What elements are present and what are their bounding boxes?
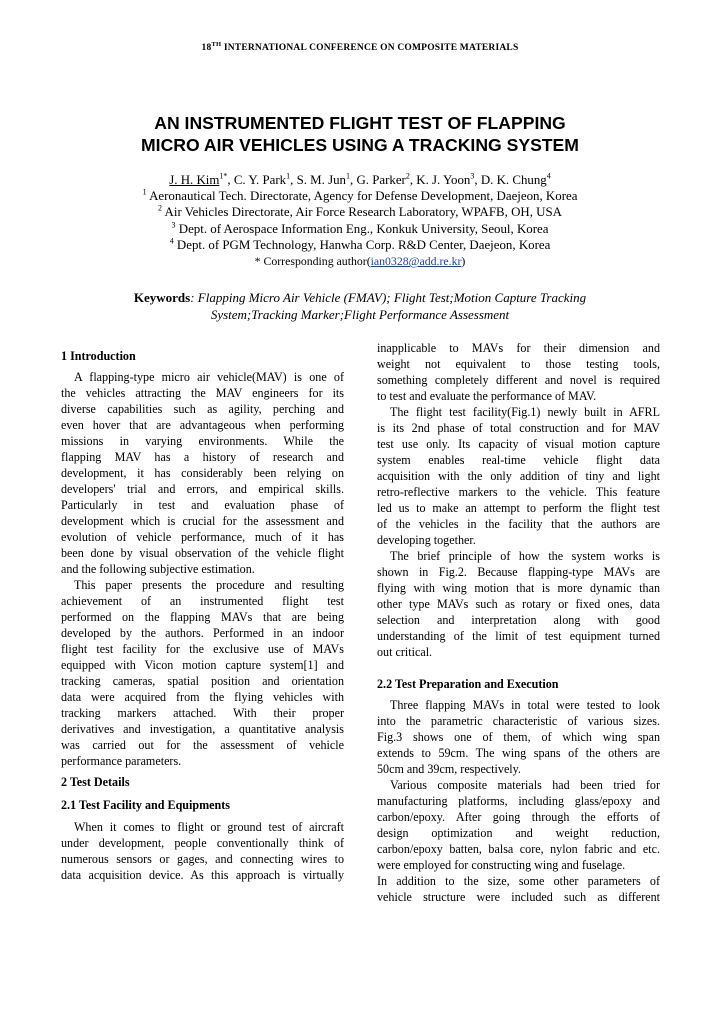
text-line: is its 2nd phase of total construction and for MAV [377,421,660,435]
author-block [0,172,720,269]
email-link[interactable]: ian0328@add.re.kr [370,254,462,269]
corresponding-author: * Corresponding author(ian0328@add.re.kr) [254,254,466,269]
text-line: led us to make an attempt to perform the flight test [377,501,660,515]
text-line: test use only. Its capacity of visual motion capture [377,437,660,451]
text-line: performed on the flapping MAVs that are being [61,610,344,624]
text-line: evolution of vehicle performance, much of it has [61,530,344,544]
text-line: developed by the authors. Performed in an indoor [61,626,344,640]
text-line: inapplicable to MAVs for their dimension and [377,341,660,355]
section-heading: 1 Introduction [61,349,136,363]
keywords: Keywords: Flapping Micro Air Vehicle (FMAV); Flight Test;Motion Capture Tracking System;Tracking Marker;Flight Performance Assessment [133,290,587,322]
section-heading: 2 Test Details [61,775,130,789]
text-line: developers' trial and errors, and empirical skills. [61,482,344,496]
text-line: the vehicles attracting the MAV engineers for its [61,386,344,400]
section-heading: 2.2 Test Preparation and Execution [377,677,559,691]
text-line: 50cm and 39cm, respectively. [377,762,521,776]
text-line: development, it has considerably been relying on [61,466,344,480]
text-line: derivatives and investigation, a quantitative analysis [61,722,344,736]
text-line: When it comes to flight or ground test of aircraft [74,820,344,834]
text-line: missions in varying environments. While the [61,434,344,448]
text-line: other type MAVs such as rotary or fixed ones, data [377,597,660,611]
text-line: This paper presents the procedure and resulting [74,578,344,592]
text-line: been done by visual observation of the vehicle flight [61,546,344,560]
text-line: flapping MAV has a history of research and [61,450,344,464]
text-line: development which is crucial for the assessment and [61,514,344,528]
paper-title [0,112,720,156]
text-line: equipped with Vicon motion capture system[1] and [61,658,344,672]
text-line: diverse capabilities such as agility, perching and [61,402,344,416]
text-line: manufacturing platforms, including glass/epoxy and [377,794,660,808]
text-line: The flight test facility(Fig.1) newly built in AFRL [390,405,660,419]
text-line: weight not equivalent to those testing tools, [377,357,660,371]
text-line: data were acquired from the flying vehicles with [61,690,344,704]
text-line: under development, people conventionally think of [61,836,344,850]
text-line: numerous sensors or gages, and connecting wires to [61,852,344,866]
text-line: achievement of an instrumented flight test [61,594,344,608]
affiliation-1: $^1$ Aeronautical Tech. Directorate, Agency for Defense Development, Daejeon, Korea [142,187,578,204]
text-line: of the vehicles in the facility that the authors are [377,517,660,531]
text-line: Three flapping MAVs in total were tested to look [390,698,660,712]
text-line: even hover that are advantageous when performing [61,418,344,432]
affiliation-2: $^2$ Air Vehicles Directorate, Air Force Research Laboratory, WPAFB, OH, USA [158,204,562,220]
text-line: shown in Fig.2. Because flapping-type MAVs are [377,565,660,579]
text-line: In addition to the size, some other parameters of [377,874,660,888]
author-name: J. H. Kim [169,173,220,187]
text-line: out critical. [377,645,433,659]
text-line: data acquisition device. As this approach is virtually [61,868,344,882]
text-line: system enables real-time vehicle flight data [377,453,660,467]
text-line: and the following subjective estimation. [61,562,255,576]
text-line: carbon/epoxy. After going through the efforts of [377,810,660,824]
text-line: retro-reflective markers to the vehicle. This feature [377,485,660,499]
text-line: Fig.3 shows one of them, of which wing span [377,730,660,744]
keywords-label: Keywords [133,290,191,305]
affiliation-3: $^3$ Dept. of Aerospace Information Eng., Konkuk University, Seoul, Korea [171,220,549,236]
text-line: A flapping-type micro air vehicle(MAV) is one of [74,370,344,384]
title-line-2: MICRO AIR VEHICLES USING A TRACKING SYSTEM [141,135,579,155]
text-line: tracking markers attached. With their proper [61,706,344,720]
text-line: into the parametric characteristic of various sizes. [377,714,660,728]
text-line: to test and evaluate the performance of MAV. [377,389,597,403]
text-line: carbon/epoxy batten, balsa core, nylon fabric and etc. [377,842,660,856]
text-line: Various composite materials had been tried for [390,778,660,792]
text-line: was carried out for the assessment of vehicle [61,738,344,752]
text-line: flying with wing motion that is more dynamic than [377,581,660,595]
text-line: acquisition with the only addition of tiny and light [377,469,660,483]
affiliation-4: $^4$ Dept. of PGM Technology, Hanwha Corp. R&D Center, Daejeon, Korea [169,236,551,252]
text-line: performance parameters. [61,754,182,768]
text-line: understanding of the limit of test equipment turned [377,629,660,643]
text-line: Particularly in test and evaluation phase of [61,498,344,512]
text-line: The brief principle of how the system works is [390,549,660,563]
text-line: developing together. [377,533,476,547]
text-line: were employed for constructing wing and fuselage. [377,858,626,872]
text-line: flight test facility for the exclusive use of MAVs [61,642,344,656]
section-heading: 2.1 Test Facility and Equipments [61,798,231,812]
title-line-1: AN INSTRUMENTED FLIGHT TEST OF FLAPPING [154,113,566,133]
text-line: vehicle structure were included such as different [377,890,660,904]
text-line: design optimization and weight reduction, [377,826,660,840]
text-line: tracking cameras, spatial position and orientation [61,674,344,688]
text-line: extends to 59cm. The wing spans of the others are [377,746,660,760]
running-header: 18TH INTERNATIONAL CONFERENCE ON COMPOSITE MATERIALS [201,41,519,54]
author-list: J. H. Kim$^{1*}$, C. Y. Park$^1$, S. M. Jun$^1$, G. Parker$^2$, K. J. Yoon$^3$, D. K. Chung$^4$ [169,171,551,187]
text-line: something completely different and novel is required [377,373,660,387]
text-line: selection and interpretation along with good [377,613,660,627]
